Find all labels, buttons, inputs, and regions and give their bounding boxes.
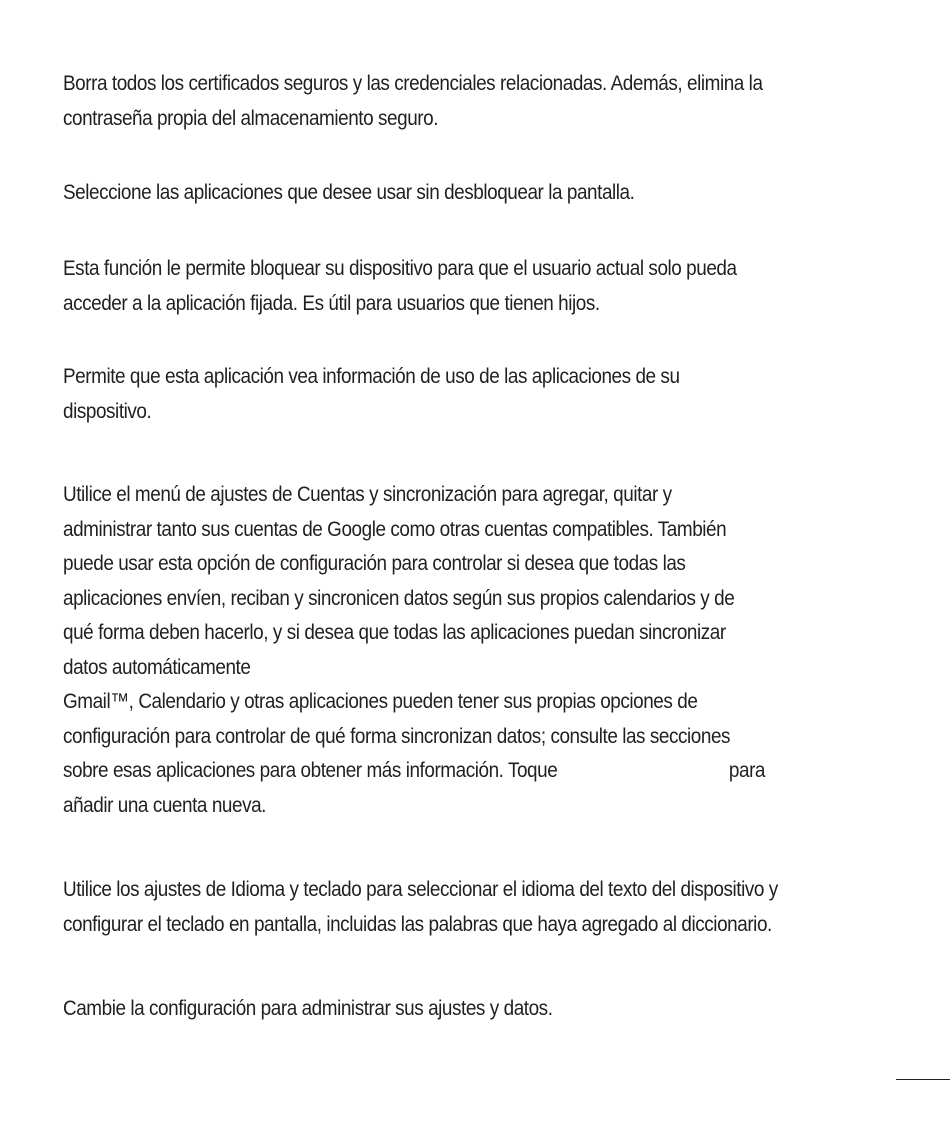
paragraph-trusted-apps <box>63 175 903 210</box>
text-line: añadir una cuenta nueva. <box>63 792 266 817</box>
text-line: puede usar esta opción de configuración para controlar si desea que todas las <box>63 551 686 575</box>
text-line: aplicaciones envíen, reciban y sincronicen datos según sus propios calendarios y de <box>63 585 735 610</box>
text-line: Permite que esta aplicación vea información de uso de las aplicaciones de su <box>63 364 680 388</box>
text-line: qué forma deben hacerlo, y si desea que todas las aplicaciones puedan sincronizar <box>63 620 726 644</box>
paragraph-screen-pinning <box>63 251 903 320</box>
text-fragment: sobre esas aplicaciones para obtener más información. Toque <box>63 758 558 782</box>
text-line: datos automáticamente <box>63 654 251 679</box>
text-fragment: para <box>728 758 766 782</box>
text-line: administrar tanto sus cuentas de Google como otras cuentas compatibles. También <box>63 516 727 541</box>
paragraph-backup-reset <box>63 991 903 1026</box>
text-line: Esta función le permite bloquear su dispositivo para que el usuario actual solo pueda <box>63 256 737 280</box>
text-line: contraseña propia del almacenamiento seguro. <box>63 105 439 130</box>
paragraph-credentials <box>63 66 903 135</box>
text-line: configurar el teclado en pantalla, incluidas las palabras que haya agregado al diccionario. <box>63 911 772 936</box>
text-line: Gmail™, Calendario y otras aplicaciones pueden tener sus propias opciones de <box>63 689 698 713</box>
paragraph-accounts-sync <box>63 477 903 822</box>
text-line: dispositivo. <box>63 398 152 423</box>
text-line: configuración para controlar de qué forma sincronizan datos; consulte las secciones <box>63 723 731 748</box>
text-line <box>63 753 903 788</box>
text-line: acceder a la aplicación fijada. Es útil para usuarios que tienen hijos. <box>63 290 600 315</box>
paragraph-usage-access <box>63 359 903 428</box>
text-line: Utilice los ajustes de Idioma y teclado para seleccionar el idioma del texto del dispositivo y <box>63 877 778 901</box>
paragraph-language-keyboard <box>63 872 903 941</box>
text-line: Seleccione las aplicaciones que desee usar sin desbloquear la pantalla. <box>63 180 635 204</box>
text-line: Borra todos los certificados seguros y las credenciales relacionadas. Además, elimina la <box>63 71 763 95</box>
footer-rule <box>896 1079 950 1080</box>
text-line: Cambie la configuración para administrar sus ajustes y datos. <box>63 996 553 1020</box>
text-line: Utilice el menú de ajustes de Cuentas y sincronización para agregar, quitar y <box>63 482 672 506</box>
